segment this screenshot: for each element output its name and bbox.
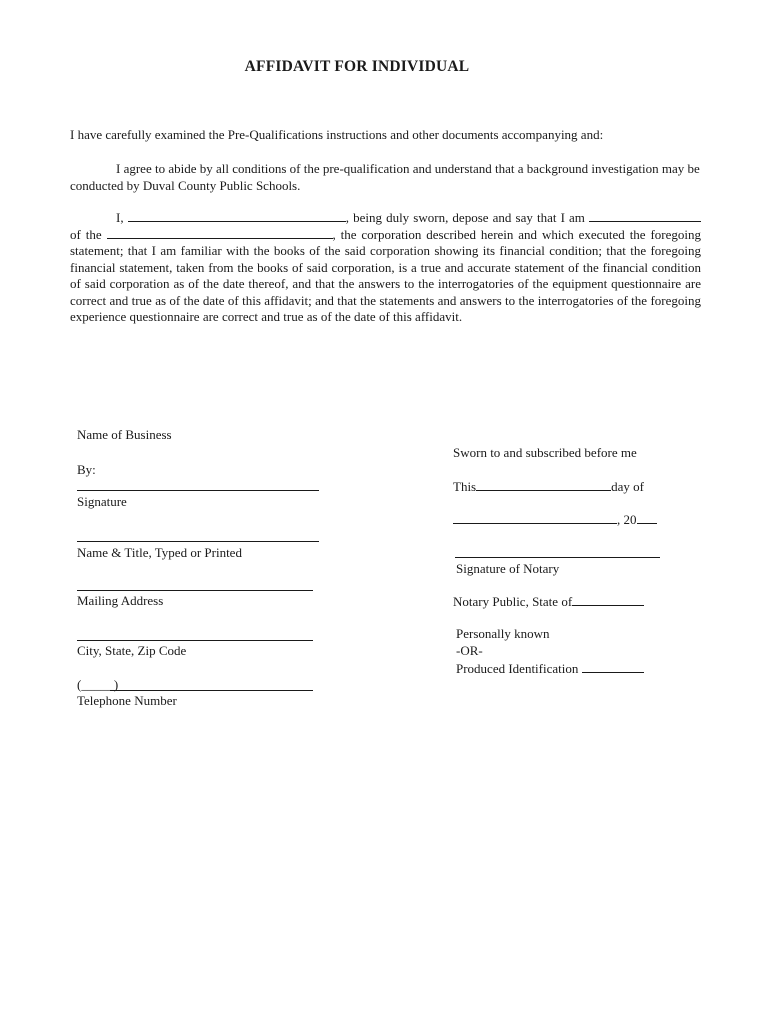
agreement-paragraph: I agree to abide by all conditions of the pre-qualification and understand that a background investigation may be conducted by Duval County Public Schools. — [70, 161, 700, 193]
oath-of-the-label: of the — [70, 226, 102, 242]
telephone-label: Telephone Number — [77, 693, 177, 708]
name-title-line[interactable] — [77, 541, 319, 542]
signature-line[interactable] — [77, 490, 319, 491]
notary-state-row — [453, 593, 644, 610]
oath-sworn-text: , being duly sworn, depose and say that I am — [345, 210, 585, 225]
phone-area-code[interactable]: (_____) — [77, 677, 119, 692]
city-state-zip-label: City, State, Zip Code — [77, 643, 187, 658]
notary-public-label: Notary Public, State of — [453, 594, 573, 609]
name-title-label: Name & Title, Typed or Printed — [77, 545, 242, 560]
notary-state-blank[interactable] — [572, 593, 644, 606]
or-label: -OR- — [456, 643, 483, 658]
day-blank[interactable] — [476, 478, 611, 491]
month-year-row — [453, 511, 657, 528]
signature-label: Signature — [77, 494, 127, 509]
corporation-name-blank[interactable] — [107, 227, 333, 239]
produced-id-blank[interactable] — [582, 660, 644, 673]
by-label: By: — [77, 462, 96, 477]
month-blank[interactable] — [453, 511, 617, 524]
this-label: This — [453, 479, 477, 494]
oath-rest-text: , the corporation described herein and which executed the foregoing statement; that I am familiar with the books of the said corporation showing its financial condition; that the foregoing financial statement, taken from the books of said corporation, is a true and accurate statement of the financial condition of said corporation as of the date thereof, and that the answers to the interrogatories of the equipment questionnaire are correct and true as of the date of this affidavit; and that the statements and answers to the interrogatories of the foregoing experience questionnaire are correct and true as of the date of this affidavit. — [70, 226, 702, 324]
city-state-zip-line[interactable] — [77, 640, 313, 641]
year-blank[interactable] — [637, 511, 657, 524]
oath-paragraph — [70, 210, 701, 326]
mailing-address-line[interactable] — [77, 590, 313, 591]
year-prefix-label: , 20 — [617, 512, 637, 527]
sworn-label: Sworn to and subscribed before me — [453, 445, 637, 460]
affiant-name-blank[interactable] — [128, 210, 346, 222]
signature-of-notary-label: Signature of Notary — [456, 561, 560, 576]
this-day-row — [453, 478, 644, 495]
oath-i-label: I, — [116, 210, 124, 225]
day-of-label: day of — [611, 479, 644, 494]
produced-id-label: Produced Identification — [456, 661, 579, 676]
personally-known-label: Personally known — [456, 626, 550, 641]
produced-id-row — [456, 660, 644, 677]
affiant-title-blank[interactable] — [589, 210, 701, 222]
page-title: AFFIDAVIT FOR INDIVIDUAL — [244, 58, 470, 75]
mailing-address-label: Mailing Address — [77, 593, 164, 608]
telephone-line[interactable] — [110, 690, 313, 691]
intro-paragraph: I have carefully examined the Pre-Qualifications instructions and other documents accompanying and: — [70, 127, 604, 142]
name-of-business-label: Name of Business — [77, 427, 172, 442]
notary-signature-line[interactable] — [455, 557, 660, 558]
